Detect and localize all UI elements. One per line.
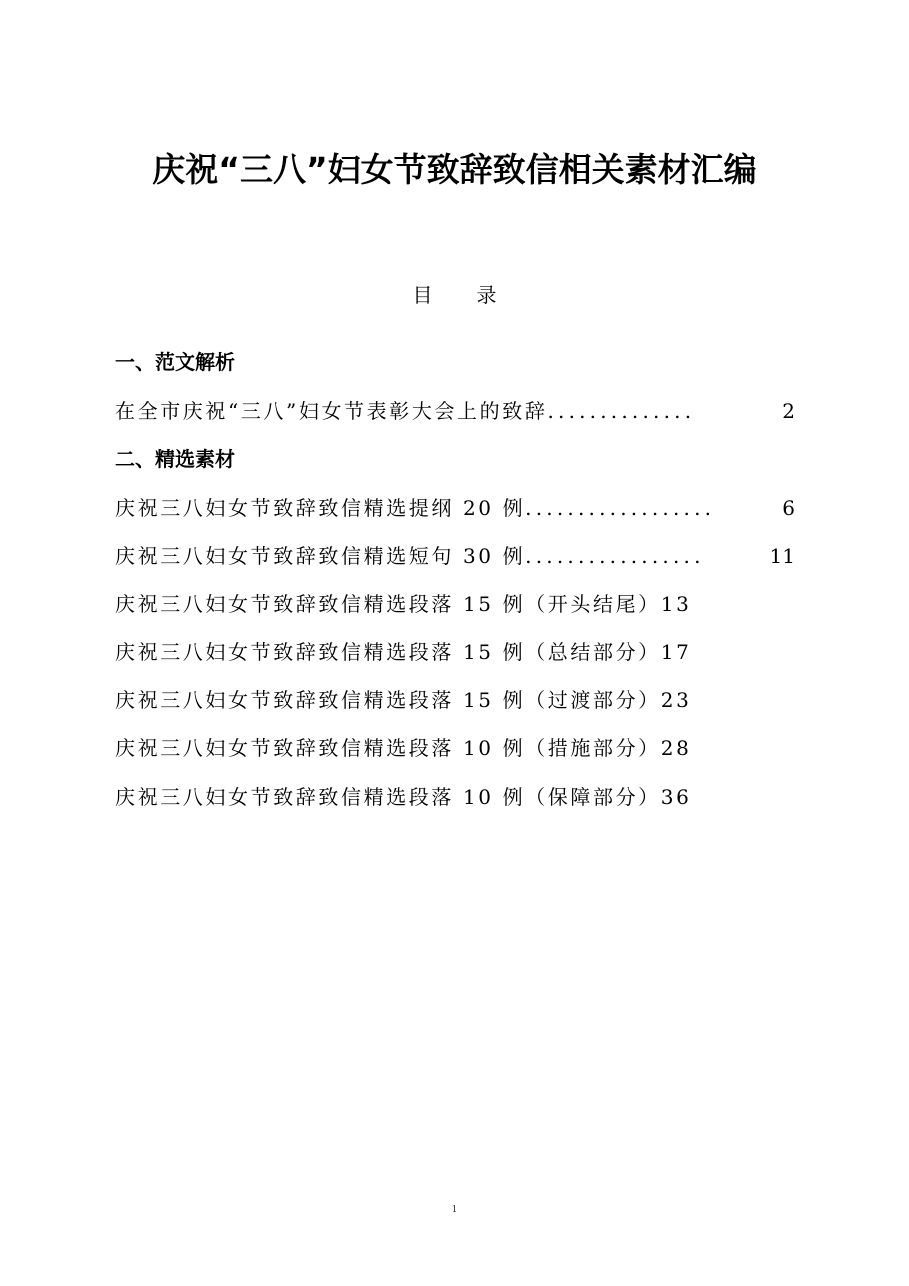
toc-heading-right: 录 [476,283,497,307]
toc-entry[interactable]: 庆祝三八妇女节致辞致信精选段落 10 例（措施部分）28 [115,736,692,760]
footer-page-number: 1 [451,1205,458,1215]
toc-entry[interactable]: 庆祝三八妇女节致辞致信精选段落 15 例（总结部分）17 [115,640,692,664]
section-heading-1: 一、范文解析 [115,350,235,374]
toc-entry-label: 庆祝三八妇女节致辞致信精选短句 30 例 [115,544,526,568]
toc-entry-page: 11 [769,544,795,568]
document-title: 庆祝“三八”妇女节致辞致信相关素材汇编 [152,150,757,189]
toc-entry[interactable] [115,493,795,523]
toc-entry-leader: .................. [525,496,716,520]
toc-entry-label: 庆祝三八妇女节致辞致信精选提纲 20 例 [115,496,526,520]
toc-heading [0,280,909,310]
toc-entry[interactable]: 庆祝三八妇女节致辞致信精选段落 15 例（开头结尾）13 [115,592,692,616]
toc-entry[interactable]: 庆祝三八妇女节致辞致信精选段落 10 例（保障部分）36 [115,785,692,809]
toc-entry-page: 2 [782,399,795,423]
section-heading-2: 二、精选素材 [115,447,235,471]
toc-heading-left: 目 [412,283,433,307]
toc-entry-leader: .............. [547,399,696,423]
toc-entry[interactable] [115,396,795,426]
toc-entry-page: 6 [782,496,795,520]
toc-entry-leader: ................. [525,544,705,568]
toc-entry-label: 在全市庆祝“三八”妇女节表彰大会上的致辞 [115,399,548,423]
toc-entry[interactable] [115,541,795,571]
toc-entry[interactable]: 庆祝三八妇女节致辞致信精选段落 15 例（过渡部分）23 [115,688,692,712]
